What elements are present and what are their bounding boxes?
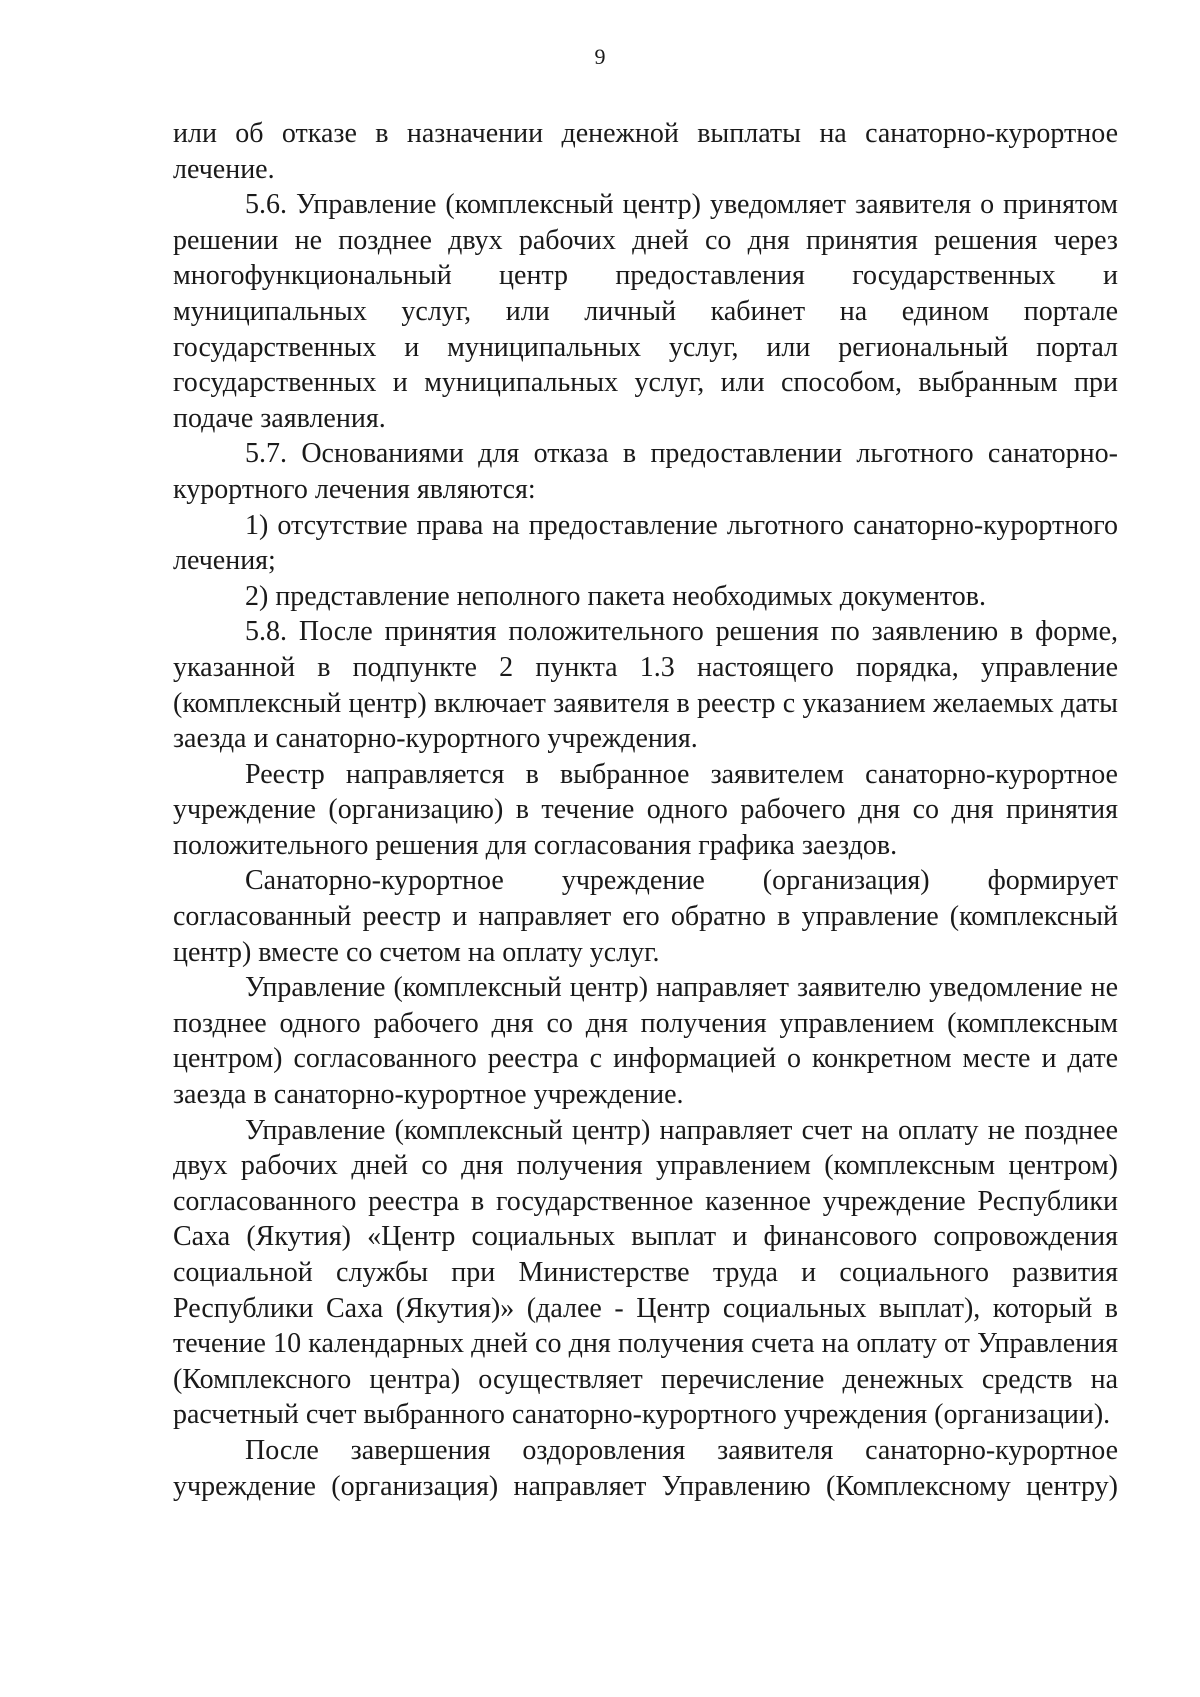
paragraph-continuation: или об отказе в назначении денежной выплаты на санаторно-курортное лечение. (173, 118, 1118, 185)
document-body (173, 116, 1118, 1504)
paragraph-payment: Управление (комплексный центр) направляет счет на оплату не позднее двух рабочих дней со дня получения управлением (комплексным центром) согласованного реестра в государственное казенное учреждение Республики Саха (Якутия) «Центр социальных выплат и финансового сопровождения социальной службы при Министерстве труда и социального развития Республики Саха (Якутия)» (далее - Центр социальных выплат), который в течение 10 календарных дней со дня получения счета на оплату от Управления (Комплексного центра) осуществляет перечисление денежных средств на расчетный счет выбранного санаторно-курортного учреждения (организации). (173, 1114, 1118, 1431)
paragraph-5-8: 5.8. После принятия положительного решения по заявлению в форме, указанной в подпункте 2 пункта 1.3 настоящего порядка, управление (комплексный центр) включает заявителя в реестр с указанием желаемых даты заезда и санаторно-курортного учреждения. (173, 616, 1118, 755)
paragraph-5-7: 5.7. Основаниями для отказа в предоставлении льготного санаторно-курортного лечения являются: (173, 438, 1118, 505)
list-item-2: 2) представление неполного пакета необходимых документов. (245, 580, 987, 612)
paragraph-after-recovery: После завершения оздоровления заявителя санаторно-курортное учреждение (организация) направляет Управлению (Комплексному центру) (173, 1434, 1118, 1502)
paragraph-sanatorium: Санаторно-курортное учреждение (организация) формирует согласованный реестр и направляет его обратно в управление (комплексный центр) вместе со счетом на оплату услуг. (173, 865, 1118, 968)
paragraph-5-6: 5.6. Управление (комплексный центр) уведомляет заявителя о принятом решении не позднее двух рабочих дней со дня принятия решения через многофункциональный центр предоставления государственных и муниципальных услуг, или личный кабинет на едином портале государственных и муниципальных услуг, или региональный портал государственных и муниципальных услуг, или способом, выбранным при подаче заявления. (173, 189, 1118, 434)
list-item-1: 1) отсутствие права на предоставление льготного санаторно-курортного лечения; (173, 509, 1118, 577)
paragraph-notification: Управление (комплексный центр) направляет заявителю уведомление не позднее одного рабочего дня со дня получения управлением (комплексным центром) согласованного реестра с информацией о конкретном месте и дате заезда в санаторно-курортное учреждение. (173, 972, 1118, 1111)
page-number: 9 (594, 44, 606, 69)
paragraph-registry: Реестр направляется в выбранное заявителем санаторно-курортное учреждение (организацию) в течение одного рабочего дня со дня принятия положительного решения для согласования графика заездов. (173, 758, 1118, 861)
